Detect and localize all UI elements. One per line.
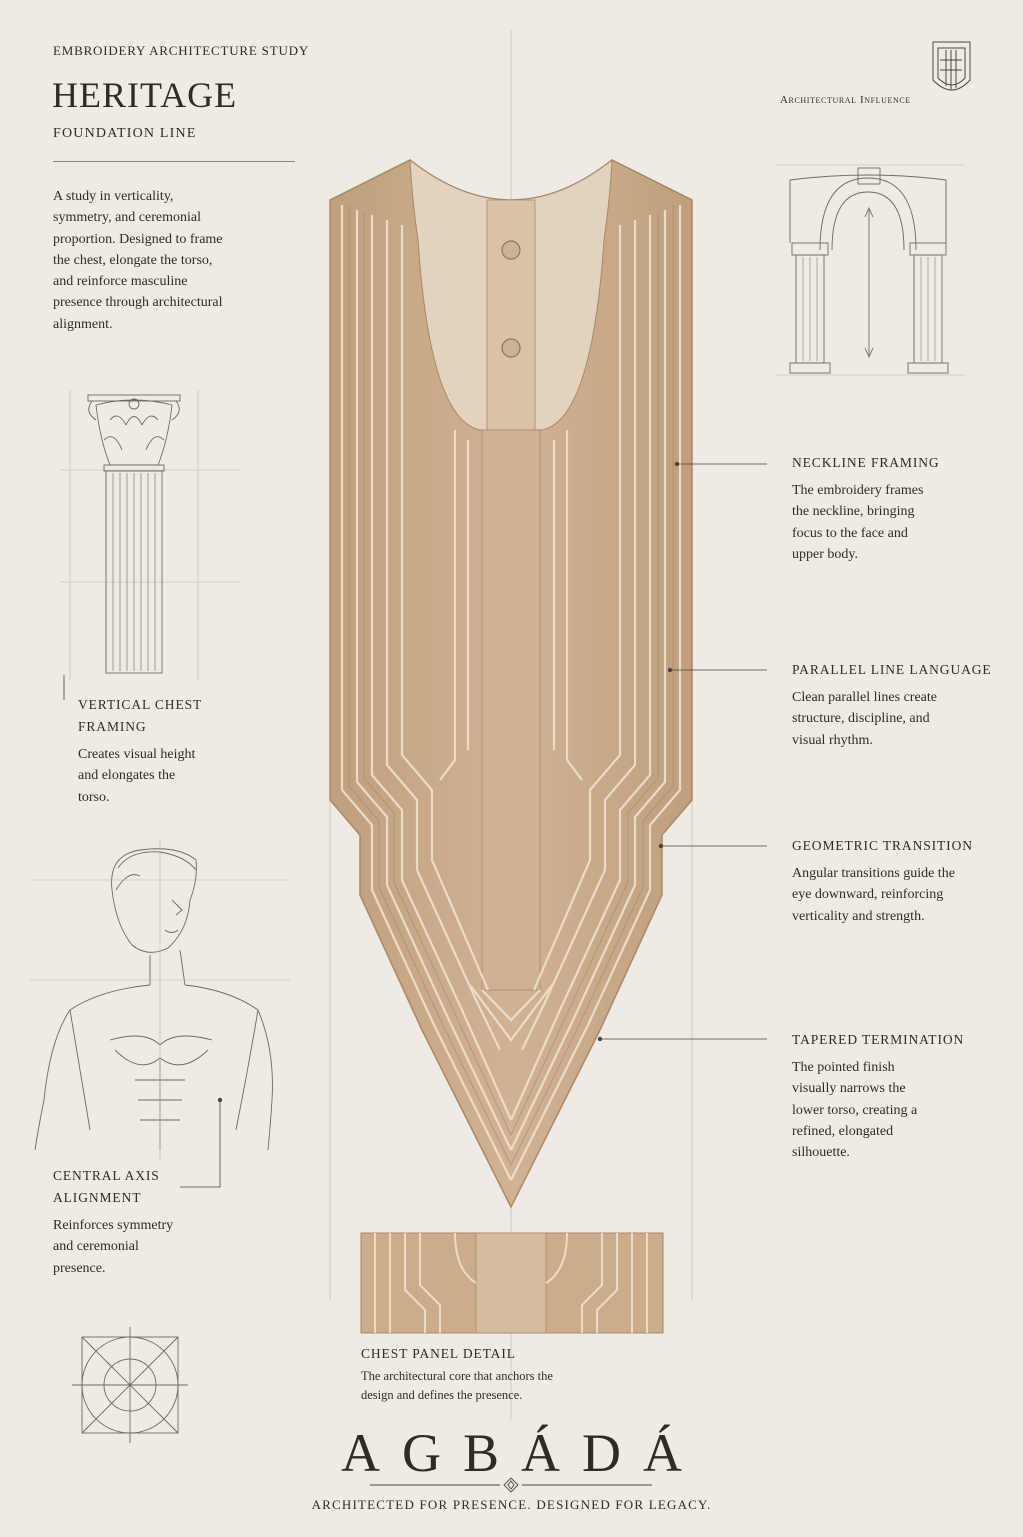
statue-illustration [30, 840, 290, 1160]
column-illustration [70, 390, 198, 680]
annotation-desc: The embroidery frames the neckline, bringing focus to the face and upper body. [792, 483, 924, 562]
annotation-chest-panel-detail [361, 1343, 581, 1405]
button-icon [502, 241, 520, 259]
brand-wordmark: AGBÁDÁ [340, 1423, 704, 1483]
button-icon [502, 339, 520, 357]
annotation-central-axis-alignment [53, 1165, 193, 1279]
annotation-desc: The architectural core that anchors the design and defines the presence. [361, 1369, 553, 1402]
annotation-title: NECKLINE FRAMING [792, 455, 940, 470]
page-subtitle: FOUNDATION LINE [53, 126, 197, 141]
annotation-neckline-framing [792, 452, 982, 565]
annotation-title: PARALLEL LINE LANGUAGE [792, 662, 992, 677]
annotation-title: TAPERED TERMINATION [792, 1032, 965, 1047]
annotation-title: GEOMETRIC TRANSITION [792, 838, 973, 853]
arch-illustration [790, 168, 948, 373]
intro-text: A study in verticality, symmetry, and ceremonial proportion. Designed to frame the chest, elongate the torso, and reinforce masculine presence through architectural alignment. [53, 189, 223, 332]
chest-panel-detail-image [361, 1233, 663, 1333]
annotation-desc: Angular transitions guide the eye downward, reinforcing verticality and strength. [792, 866, 955, 924]
annotation-desc: Reinforces symmetry and ceremonial presence. [53, 1218, 174, 1276]
annotation-title: CHEST PANEL DETAIL [361, 1346, 516, 1361]
embroidery-panel [330, 160, 692, 1207]
header-divider [53, 161, 295, 162]
page-title: HERITAGE [52, 75, 238, 115]
annotation-title: CENTRAL AXIS ALIGNMENT [53, 1168, 160, 1205]
annotation-title: VERTICAL CHEST FRAMING [78, 697, 202, 734]
annotation-desc: The pointed finish visually narrows the lower torso, creating a refined, elongated silhouette. [792, 1060, 918, 1161]
annotation-tapered-termination [792, 1029, 992, 1163]
annotation-parallel-line-language [792, 659, 992, 751]
annotation-desc: Clean parallel lines create structure, discipline, and visual rhythm. [792, 690, 937, 748]
annotation-vertical-chest-framing [78, 694, 228, 808]
eyebrow-label: EMBROIDERY ARCHITECTURE STUDY [53, 43, 310, 58]
architectural-influence-label: Architectural Influence [780, 94, 911, 106]
annotation-desc: Creates visual height and elongates the torso. [78, 747, 196, 805]
brand-tagline: ARCHITECTED FOR PRESENCE. DESIGNED FOR LEGACY. [311, 1497, 712, 1512]
crest-icon [933, 42, 970, 90]
annotation-geometric-transition [792, 835, 992, 927]
